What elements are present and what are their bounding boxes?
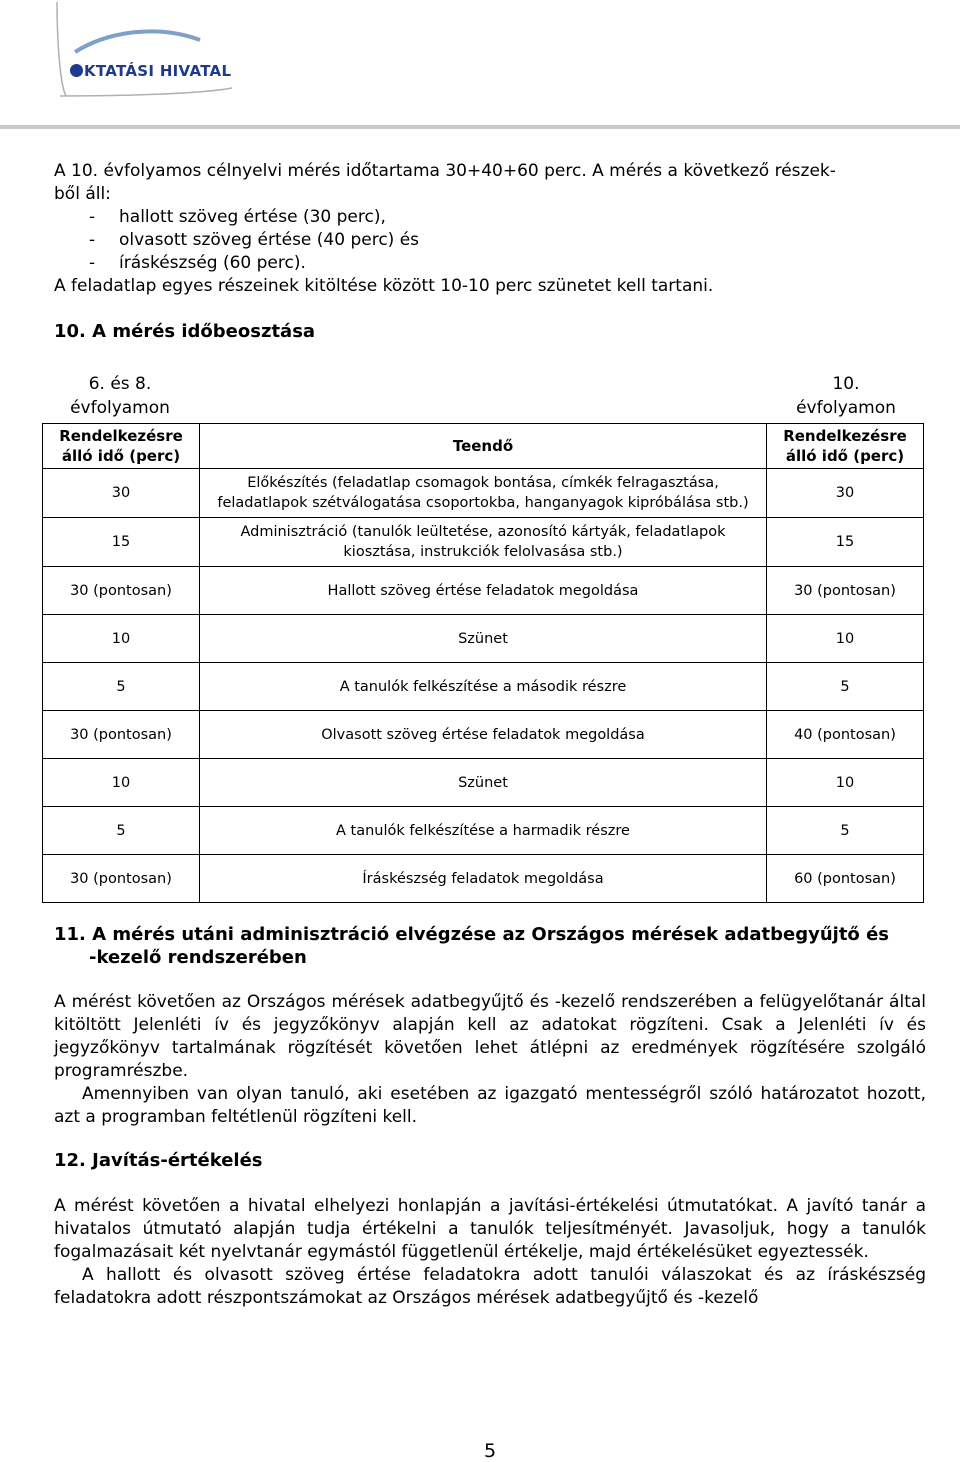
logo-dot-icon (70, 64, 83, 77)
schedule-table (42, 423, 924, 903)
intro-line: A 10. évfolyamos célnyelvi mérés időtartama 30+40+60 perc. A mérés a következő részek- (54, 161, 836, 181)
paragraph: A hallott és olvasott szöveg értése feladatokra adott tanulói válaszokat és az íráskészség feladatokra adott részpontszámokat az Országos mérések adatbegyűjtő és -kezelő (54, 1265, 926, 1308)
table-header-row (43, 424, 924, 469)
section-11-title: 11. A mérés utáni adminisztráció elvégzése az Országos mérések adatbegyűjtő és -kezelő rendszerében (54, 924, 889, 968)
list-item: - íráskészség (60 perc). (54, 252, 934, 275)
list-item: - olvasott szöveg értése (40 perc) és (54, 229, 934, 252)
intro-line: A feladatlap egyes részeinek kitöltése között 10-10 perc szünetet kell tartani. (54, 276, 714, 296)
table-row: 5 A tanulók felkészítése a második részre 5 (43, 663, 924, 711)
left-group-heading: 6. és 8. évfolyamon (70, 374, 170, 418)
header-middle: Teendő (200, 424, 767, 469)
header-left: Rendelkezésre álló idő (perc) (43, 424, 200, 469)
header-right: Rendelkezésre álló idő (perc) (767, 424, 924, 469)
paragraph: A mérést követően a hivatal elhelyezi honlapján a javítási-értékelési útmutatókat. A javító tanár a hivatalos útmutató alapján tudja értékelni a tanulók teljesítményét. Javasoljuk, hogy a tanulók fogalmazásait két nyelvtanár egymástól függetlenül értékelje, majd értékelésüket egyeztessék. (54, 1196, 926, 1262)
logo-text: KTATÁSI HIVATAL (70, 62, 231, 80)
page-number: 5 (483, 1440, 497, 1462)
parts-list (54, 206, 934, 275)
table-row: 10 Szünet 10 (43, 615, 924, 663)
section-11-body (54, 991, 926, 1129)
table-row: 30 (pontosan) Hallott szöveg értése feladatok megoldása 30 (pontosan) (43, 567, 924, 615)
paragraph: Amennyiben van olyan tanuló, aki esetében az igazgató mentességről szóló határozatot hozott, azt a programban feltétlenül rögzíteni kell. (54, 1084, 926, 1127)
right-group-heading: 10. évfolyamon (796, 374, 896, 418)
table-row: 30 Előkészítés (feladatlap csomagok bontása, címkék felragasztása, feladatlapok szétválogatása csoportokba, hanganyagok kipróbálása stb.) 30 (43, 469, 924, 518)
paragraph: A mérést követően az Országos mérések adatbegyűjtő és -kezelő rendszerében a felügyelőtanár által kitöltött Jelenléti ív és jegyzőkönyv alapján kell az adatokat rögzíteni. Csak a Jelenléti ív és jegyzőkönyv tartalmának rögzítését követően lehet átlépni az eredmények rögzítésére szolgáló programrészbe. (54, 992, 926, 1081)
header-divider (0, 125, 960, 129)
logo-arc-icon (0, 0, 300, 120)
table-row: 30 (pontosan) Olvasott szöveg értése feladatok megoldása 40 (pontosan) (43, 711, 924, 759)
section-12-body (54, 1195, 926, 1310)
list-item: - hallott szöveg értése (30 perc), (54, 206, 934, 229)
table-row: 10 Szünet 10 (43, 759, 924, 807)
intro-line: ből áll: (54, 184, 111, 204)
section-12-title: 12. Javítás-értékelés (54, 1150, 263, 1171)
page-header (0, 0, 960, 130)
table-row: 30 (pontosan) Íráskészség feladatok megoldása 60 (pontosan) (43, 855, 924, 903)
intro-text (54, 160, 934, 298)
table-row: 15 Adminisztráció (tanulók leültetése, azonosító kártyák, feladatlapok kiosztása, instrukciók felolvasása stb.) 15 (43, 518, 924, 567)
table-row: 5 A tanulók felkészítése a harmadik részre 5 (43, 807, 924, 855)
section-10-title: 10. A mérés időbeosztása (54, 321, 316, 342)
